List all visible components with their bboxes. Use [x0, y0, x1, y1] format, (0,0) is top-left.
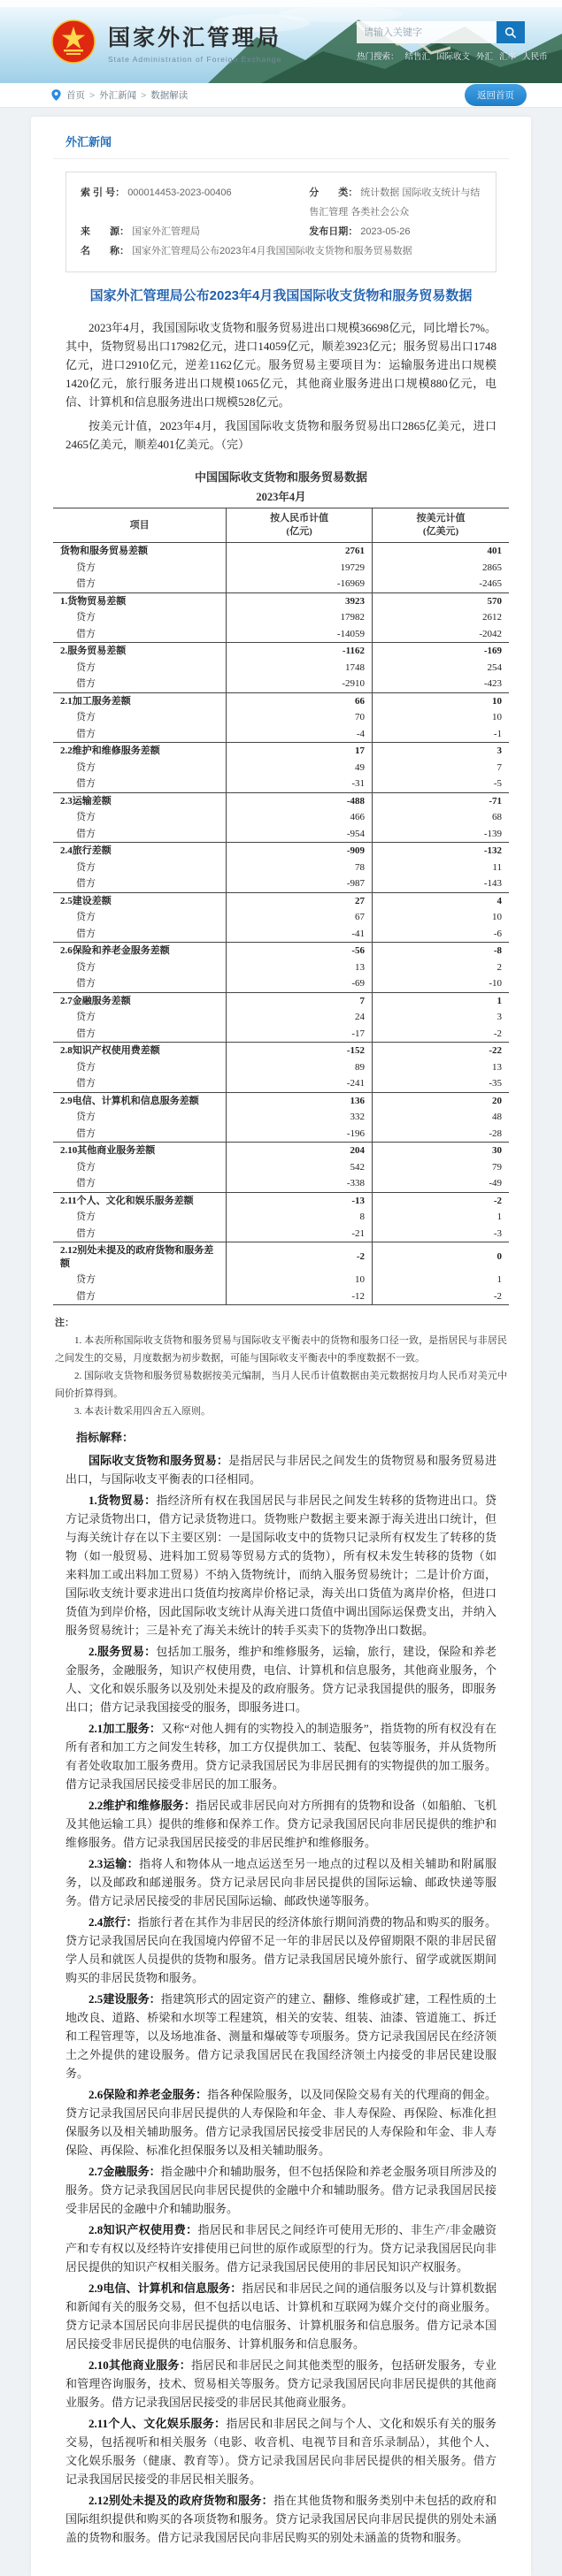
definition-term: 2.3运输：	[89, 1857, 140, 1870]
usd-value-cell: -6	[493, 928, 502, 939]
item-cell: 贷方	[53, 860, 227, 876]
usd-value-cell: 570	[372, 592, 509, 609]
rmb-value-cell: 136	[227, 1092, 373, 1109]
table-row-main	[53, 743, 509, 760]
rmb-value-cell: 24	[227, 1009, 373, 1026]
table-row-sub	[53, 760, 509, 776]
national-emblem-logo	[51, 19, 96, 64]
rmb-value-cell: -954	[227, 826, 373, 843]
article-body	[53, 318, 509, 2547]
table-row-main	[53, 1092, 509, 1109]
article-card	[31, 117, 531, 2576]
table-row-sub	[53, 626, 509, 643]
rmb-value-cell: 19729	[227, 560, 373, 577]
hot-word-link[interactable]: 国际收支	[436, 52, 471, 62]
table-row-main	[53, 1242, 509, 1273]
item-cell: 贷方	[53, 660, 227, 676]
table-row-sub	[53, 875, 509, 892]
definition-item	[65, 2414, 497, 2488]
usd-value-cell: 1	[372, 992, 509, 1009]
breadcrumb-separator: >	[141, 89, 147, 101]
usd-value-cell: 13	[492, 1061, 502, 1073]
column-header-usd: 按美元计值 (亿美元)	[372, 508, 509, 543]
rmb-value-cell: -196	[227, 1126, 373, 1143]
definition-term: 2.8知识产权使用费：	[89, 2223, 198, 2236]
hot-search-label: 热门搜索：	[357, 52, 399, 62]
rmb-value-cell: 17982	[227, 609, 373, 626]
rmb-value-cell: 10	[227, 1272, 373, 1288]
meta-source: 来 源： 国家外汇管理局	[81, 226, 201, 237]
rmb-value-cell: -1162	[227, 643, 373, 660]
breadcrumb-separator: >	[89, 89, 96, 101]
rmb-value-cell: -14059	[227, 626, 373, 643]
table-row-sub	[53, 1109, 509, 1126]
site-title: 国家外汇管理局	[108, 25, 282, 50]
table-row-sub	[53, 975, 509, 992]
table-row-main	[53, 592, 509, 609]
definition-term: 国际收支货物和服务贸易：	[89, 1454, 229, 1467]
item-cell: 借方	[53, 1288, 227, 1305]
meta-document-name: 名 称： 国家外汇管理局公布2023年4月我国国际收支货物和服务贸易数据	[81, 246, 412, 256]
table-row-sub	[53, 926, 509, 943]
hot-search-words	[357, 50, 548, 62]
definition-term: 2.服务贸易：	[89, 1645, 157, 1658]
rmb-value-cell: 332	[227, 1109, 373, 1126]
definition-item	[65, 2279, 497, 2353]
table-row-sub	[53, 1288, 509, 1305]
table-row-sub	[53, 660, 509, 676]
definition-term: 2.12别处未提及的政府货物和服务：	[89, 2494, 273, 2507]
rmb-value-cell: -21	[227, 1226, 373, 1242]
usd-value-cell: -5	[493, 778, 502, 789]
table-row-sub	[53, 609, 509, 626]
item-cell: 借方	[53, 776, 227, 792]
bop-data-table	[53, 508, 509, 1305]
table-row-sub	[53, 560, 509, 577]
item-cell: 借方	[53, 626, 227, 643]
definition-term: 2.2维护和维修服务：	[89, 1799, 196, 1812]
brand-text	[108, 20, 281, 64]
definition-text: 指将人和物体从一地点运送至另一地点的过程以及相关辅助和附属服务，以及邮政和邮递服务。贷方记录居民向非居民提供的国际运输、邮政快递等服务。借方记录居民接受的非居民国际运输、邮政快递等服务。	[65, 1857, 497, 1907]
item-cell: 贷方	[53, 760, 227, 776]
usd-value-cell: 10	[372, 692, 509, 709]
back-to-home-button[interactable]: 返回首页	[465, 84, 527, 106]
usd-value-cell: -10	[489, 978, 502, 989]
breadcrumb-bar	[0, 83, 562, 108]
table-note: 1. 本表所称国际收支货物和服务贸易与国际收支平衡表中的货物和服务口径一致，是指居民与非居民之间发生的交易，月度数据为初步数据，可能与国际收支平衡表中的季度数据不一致。	[55, 1335, 507, 1364]
usd-value-cell: -2042	[479, 628, 502, 639]
table-row-main	[53, 1043, 509, 1059]
item-cell: 贷方	[53, 609, 227, 626]
indicator-definitions	[53, 1427, 509, 2547]
usd-value-cell: -423	[483, 678, 502, 689]
rmb-value-cell: -987	[227, 875, 373, 892]
usd-value-cell: 1	[497, 1212, 502, 1222]
usd-value-cell: 1	[497, 1274, 502, 1285]
table-row-sub	[53, 1209, 509, 1226]
usd-value-cell: -1	[493, 728, 502, 739]
definition-term: 2.9电信、计算机和信息服务：	[89, 2282, 243, 2295]
rmb-value-cell: 7	[227, 992, 373, 1009]
document-meta-box	[65, 172, 497, 272]
hot-word-link[interactable]: 汇率	[499, 52, 517, 62]
rmb-value-cell: 49	[227, 760, 373, 776]
definition-item	[65, 2491, 497, 2547]
item-cell: 贷方	[53, 1159, 227, 1176]
usd-value-cell: -35	[489, 1078, 502, 1089]
definition-term: 2.5建设服务：	[89, 1992, 161, 2006]
usd-value-cell: -139	[483, 828, 502, 839]
meta-category: 分 类： 统计数据 国际收支统计与结售汇管理 各类社会公众	[309, 187, 481, 218]
item-cell: 1.货物贸易差额	[53, 592, 227, 609]
definition-term: 2.4旅行：	[89, 1915, 138, 1929]
rmb-value-cell: -41	[227, 926, 373, 943]
item-cell: 借方	[53, 726, 227, 743]
definition-text: 指旅行者在其作为非居民的经济体旅行期间消费的物品和购买的服务。贷方记录我国居民向在我国境内停留不足一年的非居民以及停留期限不限的非居民留学人员和就医人员提供的货物和服务。借方记录我国居民境外旅行、留学或就医期间购买的非居民货物和服务。	[65, 1915, 497, 1984]
rmb-value-cell: -12	[227, 1288, 373, 1305]
column-header-item: 项目	[53, 508, 227, 543]
usd-value-cell: -132	[372, 843, 509, 860]
definition-text: 指居民和非居民之间经许可使用无形的、非生产/非金融资产和专有权以及经特许安排使用已问世的原作或原型的行为。贷方记录我国居民向非居民提供的知识产权相关服务。借方记录我国居民使用的非居民知识产权服务。	[65, 2223, 497, 2274]
item-cell: 2.2维护和维修服务差额	[53, 743, 227, 760]
item-cell: 贷方	[53, 709, 227, 726]
rmb-value-cell: 13	[227, 959, 373, 976]
usd-value-cell: -169	[372, 643, 509, 660]
item-cell: 2.4旅行差额	[53, 843, 227, 860]
bop-table-body	[53, 543, 509, 1305]
usd-value-cell: 7	[497, 761, 502, 773]
rmb-value-cell: -2910	[227, 676, 373, 692]
item-cell: 贷方	[53, 1109, 227, 1126]
usd-value-cell: 20	[372, 1092, 509, 1109]
table-row-sub	[53, 826, 509, 843]
usd-value-cell: -143	[483, 878, 502, 889]
table-row-sub	[53, 776, 509, 792]
table-subtitle: 2023年4月	[256, 491, 306, 503]
usd-value-cell: 10	[492, 912, 502, 922]
definition-item	[65, 1719, 497, 1793]
hot-word-link[interactable]: 外汇	[476, 52, 494, 62]
definitions-list	[53, 1451, 509, 2547]
usd-value-cell: -71	[372, 792, 509, 809]
item-cell: 2.8知识产权使用费差额	[53, 1043, 227, 1059]
notes-label: 注：	[55, 1318, 74, 1328]
item-cell: 贷方	[53, 1272, 227, 1288]
usd-value-cell: -3	[493, 1227, 502, 1239]
breadcrumb-items	[66, 88, 188, 102]
rmb-value-cell: -13	[227, 1192, 373, 1209]
rmb-value-cell: -241	[227, 1075, 373, 1092]
usd-value-cell: 3	[497, 1012, 502, 1022]
rmb-value-cell: -69	[227, 975, 373, 992]
rmb-value-cell: 66	[227, 692, 373, 709]
item-cell: 借方	[53, 826, 227, 843]
definition-term: 2.6保险和养老金服务：	[89, 2088, 208, 2101]
rmb-value-cell: 78	[227, 860, 373, 876]
article-title: 国家外汇管理局公布2023年4月我国国际收支货物和服务贸易数据	[89, 288, 473, 303]
section-label: 外汇新闻	[53, 131, 509, 159]
definition-text: 指金融中介和辅助服务，但不包括保险和养老金服务项目所涉及的服务。贷方记录我国居民向非居民提供的金融中介和辅助服务。借方记录我国居民接受非居民的金融中介和辅助服务。	[65, 2165, 497, 2215]
rmb-value-cell: -152	[227, 1043, 373, 1059]
definition-text: 指居民或非居民向对方所拥有的货物和设备（如船舶、飞机及其他运输工具）提供的维修和保养工作。贷方记录我国居民向非居民提供的维护和维修服务。借方记录我国居民接受的非居民维护和维修服务。	[65, 1799, 497, 1849]
table-row-main	[53, 943, 509, 959]
definition-text: 指居民和非居民之间与个人、文化和娱乐有关的服务交易，包括视听和相关服务（电影、收音机、电视节目和音乐录制品），其他个人、文化娱乐服务（健康、教育等）。贷方记录我国居民向非居民提供的相关服务。借方记录我国居民接受的非居民相关服务。	[65, 2417, 497, 2486]
item-cell: 借方	[53, 676, 227, 692]
item-cell: 借方	[53, 975, 227, 992]
item-cell: 借方	[53, 1126, 227, 1143]
rmb-value-cell: -2	[227, 1242, 373, 1273]
table-row-main	[53, 1143, 509, 1159]
rmb-value-cell: -56	[227, 943, 373, 959]
item-cell: 借方	[53, 926, 227, 943]
location-pin-icon	[51, 89, 61, 101]
rmb-value-cell: 204	[227, 1143, 373, 1159]
rmb-value-cell: 67	[227, 909, 373, 926]
rmb-value-cell: -909	[227, 843, 373, 860]
usd-value-cell: 30	[372, 1143, 509, 1159]
item-cell: 2.1加工服务差额	[53, 692, 227, 709]
meta-index-number: 索 引 号： 000014453-2023-00406	[81, 187, 232, 198]
item-cell: 贷方	[53, 909, 227, 926]
table-row-sub	[53, 726, 509, 743]
site-banner	[0, 7, 562, 83]
definition-text: 指建筑形式的固定资产的建立、翻修、维修或扩建，工程性质的土地改良、道路、桥梁和水坝等工程建筑，相关的安装、组装、油漆、管道施工、拆迁和工程管理等，以及场地准备、测量和爆破等专项服务。贷方记录我国居民在经济领土之外提供的建设服务。借方记录我国居民在我国经济领土内接受的非居民建设服务。	[65, 1992, 497, 2080]
usd-value-cell: 10	[492, 712, 502, 722]
rmb-value-cell: 17	[227, 743, 373, 760]
rmb-value-cell: 542	[227, 1159, 373, 1176]
item-cell: 贷方	[53, 1059, 227, 1076]
table-row-sub	[53, 1159, 509, 1176]
item-cell: 2.11个人、文化和娱乐服务差额	[53, 1192, 227, 1209]
rmb-value-cell: -16969	[227, 576, 373, 592]
usd-value-cell: 3	[372, 743, 509, 760]
item-cell: 2.6保险和养老金服务差额	[53, 943, 227, 959]
definition-term: 2.11个人、文化娱乐服务：	[89, 2417, 227, 2430]
meta-publish-date: 发布日期： 2023-05-26	[309, 226, 411, 237]
breadcrumb-item[interactable]: 外汇新闻	[99, 90, 137, 101]
table-row-sub	[53, 1026, 509, 1043]
definition-item	[65, 1913, 497, 1987]
item-cell: 借方	[53, 1226, 227, 1242]
table-note: 2. 国际收支货物和服务贸易数据按美元编制，当月人民币计值数据由美元数据按月均人民币对美元中间价折算得到。	[55, 1371, 507, 1399]
item-cell: 2.12别处未提及的政府货物和服务差额	[53, 1242, 227, 1273]
usd-value-cell: 11	[492, 861, 502, 873]
column-header-rmb: 按人民币计值 (亿元)	[227, 508, 373, 543]
table-row-sub	[53, 1175, 509, 1192]
search-input[interactable]	[357, 21, 497, 43]
table-row-main	[53, 643, 509, 660]
table-row-sub	[53, 809, 509, 826]
table-row-sub	[53, 576, 509, 592]
item-cell: 贷方	[53, 1209, 227, 1226]
item-cell: 货物和服务贸易差额	[53, 543, 227, 560]
table-row-main	[53, 992, 509, 1009]
search-button[interactable]	[497, 21, 525, 43]
table-row-sub	[53, 959, 509, 976]
usd-value-cell: -2	[493, 1028, 502, 1039]
table-title: 中国国际收支货物和服务贸易数据	[194, 470, 367, 484]
definition-term: 2.1加工服务：	[89, 1722, 161, 1735]
definition-item	[65, 2221, 497, 2276]
table-row-sub	[53, 1126, 509, 1143]
article-paragraph: 2023年4月，我国国际收支货物和服务贸易进出口规模36698亿元，同比增长7%。其中，货物贸易出口17982亿元，进口14059亿元，顺差3923亿元；服务贸易出口1748亿元，进口2910亿元，逆差1162亿元。服务贸易主要项目为：运输服务进出口规模1420亿元，旅行服务进出口规模1065亿元，其他商业服务进出口规模880亿元，电信、计算机和信息服务进出口规模528亿元。	[65, 321, 497, 409]
table-row-sub	[53, 1009, 509, 1026]
usd-value-cell: 4	[372, 892, 509, 909]
hot-words-list	[405, 52, 554, 62]
definition-term: 2.10其他商业服务：	[89, 2358, 191, 2372]
table-row-sub	[53, 909, 509, 926]
rmb-value-cell: 466	[227, 809, 373, 826]
search-icon	[504, 27, 517, 39]
definition-item	[65, 1451, 497, 1488]
table-row-main	[53, 843, 509, 860]
rmb-value-cell: 89	[227, 1059, 373, 1076]
rmb-value-cell: 2761	[227, 543, 373, 560]
rmb-value-cell: -17	[227, 1026, 373, 1043]
top-strip	[0, 0, 562, 7]
table-row-sub	[53, 1059, 509, 1076]
rmb-value-cell: 1748	[227, 660, 373, 676]
definition-text: 包括加工服务，维护和维修服务，运输，旅行，建设，保险和养老金服务，金融服务，知识产权使用费，电信、计算机和信息服务，其他商业服务，个人、文化和娱乐服务以及别处未提及的政府服务。贷方记录我国提供的服务，即服务出口；借方记录我国接受的服务，即服务进口。	[65, 1645, 497, 1714]
usd-value-cell: 48	[492, 1112, 502, 1122]
article-paragraph: 按美元计值，2023年4月，我国国际收支货物和服务贸易出口2865亿美元，进口2465亿美元，顺差401亿美元。（完）	[65, 419, 497, 451]
breadcrumb-item[interactable]: 首页	[66, 90, 85, 101]
item-cell: 2.9电信、计算机和信息服务差额	[53, 1092, 227, 1109]
table-row-sub	[53, 676, 509, 692]
usd-value-cell: 254	[487, 661, 502, 673]
definition-text: 又称“对他人拥有的实物投入的制造服务”，指货物的所有权没有在所有者和加工方之间发生转移，加工方仅提供加工、装配、包装等服务，并从货物所有者处收取加工服务费用。贷方记录我国居民为非居民拥有的实物提供的加工服务。借方记录我国居民接受非居民的加工服务。	[65, 1722, 497, 1791]
usd-value-cell: -2465	[479, 578, 502, 589]
usd-value-cell: 68	[492, 812, 502, 822]
usd-value-cell: -49	[489, 1178, 502, 1189]
usd-value-cell: -8	[372, 943, 509, 959]
usd-value-cell: 79	[492, 1161, 502, 1173]
definition-text: 指各种保险服务，以及同保险交易有关的代理商的佣金。贷方记录我国居民向非居民提供的人寿保险和年金、非人寿保险、再保险、标准化担保服务以及相关辅助服务。借方记录我国居民接受非居民的人寿保险和年金、非人寿保险、再保险、标准化担保服务以及相关辅助服务。	[65, 2088, 497, 2157]
definition-text: 指在其他货物和服务类别中未包括的政府和国际组织提供和购买的各项货物和服务。贷方记录我国居民向非居民提供的别处未涵盖的货物和服务。借方记录我国居民向非居民购买的别处未涵盖的货物和服务。	[65, 2494, 497, 2544]
item-cell: 借方	[53, 1175, 227, 1192]
hot-word-link[interactable]: 结售汇	[404, 52, 431, 62]
brand	[51, 19, 281, 64]
definition-item	[65, 1796, 497, 1852]
usd-value-cell: -28	[489, 1127, 502, 1139]
definition-item	[65, 2085, 497, 2159]
table-row-main	[53, 543, 509, 560]
rmb-value-cell: -338	[227, 1175, 373, 1192]
search-area	[357, 21, 548, 62]
item-cell: 贷方	[53, 1009, 227, 1026]
table-row-sub	[53, 1272, 509, 1288]
hot-word-link[interactable]: 人民币	[522, 52, 548, 62]
breadcrumb	[66, 88, 188, 102]
site-subtitle: State Administration of Foreign Exchange	[108, 54, 282, 64]
definition-text: 指居民和非居民之间其他类型的服务，包括研发服务，专业和管理咨询服务，技术、贸易相关等服务。贷方记录我国居民向非居民提供的其他商业服务。借方记录我国居民接受的非居民其他商业服务。	[65, 2358, 497, 2409]
rmb-value-cell: 27	[227, 892, 373, 909]
table-row-sub	[53, 709, 509, 726]
rmb-value-cell: 70	[227, 709, 373, 726]
definition-item	[65, 1642, 497, 1716]
item-cell: 贷方	[53, 959, 227, 976]
item-cell: 借方	[53, 875, 227, 892]
definition-text: 是指居民与非居民之间发生的货物贸易和服务贸易进出口，与国际收支平衡表的口径相同。	[65, 1454, 497, 1486]
rmb-value-cell: -31	[227, 776, 373, 792]
content-background	[0, 108, 562, 2576]
usd-value-cell: -2	[493, 1290, 502, 1302]
table-notes	[55, 1314, 507, 1420]
item-cell: 2.5建设差额	[53, 892, 227, 909]
item-cell: 贷方	[53, 809, 227, 826]
item-cell: 借方	[53, 1026, 227, 1043]
breadcrumb-item[interactable]: 数据解读	[150, 90, 189, 101]
rmb-value-cell: -4	[227, 726, 373, 743]
item-cell: 借方	[53, 576, 227, 592]
table-row-main	[53, 892, 509, 909]
table-row-main	[53, 692, 509, 709]
usd-value-cell: 2	[497, 961, 502, 973]
table-header-row	[53, 508, 509, 543]
rmb-value-cell: 8	[227, 1209, 373, 1226]
definition-term: 2.7金融服务：	[89, 2165, 161, 2178]
usd-value-cell: -22	[372, 1043, 509, 1059]
item-cell: 贷方	[53, 560, 227, 577]
definitions-heading: 指标解释：	[76, 1431, 135, 1444]
usd-value-cell: 2865	[482, 562, 502, 573]
table-note: 3. 本表计数采用四舍五入原则。	[74, 1406, 211, 1417]
usd-value-cell: 0	[372, 1242, 509, 1273]
table-row-sub	[53, 1075, 509, 1092]
table-row-main	[53, 792, 509, 809]
table-row-main	[53, 1192, 509, 1209]
rmb-value-cell: -488	[227, 792, 373, 809]
definition-item	[65, 2356, 497, 2412]
item-cell: 2.10其他商业服务差额	[53, 1143, 227, 1159]
definition-item	[65, 1990, 497, 2083]
definition-item	[65, 1491, 497, 1640]
rmb-value-cell: 3923	[227, 592, 373, 609]
item-cell: 借方	[53, 1075, 227, 1092]
definition-text: 指经济所有权在我国居民与非居民之间发生转移的货物进出口。贷方记录货物出口，借方记录货物进口。货物账户数据主要来源于海关进出口统计，但与海关统计存在以下主要区别：一是国际收支中的货物只记录所有权发生了转移的货物（如一般贸易、进料加工贸易等贸易方式的货物），所有权未发生转移的货物（如来料加工或出料加工贸易）不纳入货物统计，而纳入服务贸易统计；二是计价方面，国际收支统计要求进出口货值均按离岸价格记录，海关出口货值为离岸价格，但进口货值为到岸价格，因此国际收支统计从海关进口货值中调出国际运保费支出，并纳入服务贸易统计；三是补充了海关未统计的转手买卖下的货物净出口数据。	[65, 1494, 497, 1637]
item-cell: 2.7金融服务差额	[53, 992, 227, 1009]
item-cell: 2.服务贸易差额	[53, 643, 227, 660]
usd-value-cell: 2612	[482, 612, 502, 623]
definition-text: 指居民和非居民之间的通信服务以及与计算机数据和新闻有关的服务交易，但不包括以电话、计算机和互联网为媒介交付的商业服务。贷方记录本国居民向非居民提供的电信服务、计算机服务和信息服务。借方记录本国居民接受非居民提供的电信服务、计算机服务和信息服务。	[65, 2282, 497, 2351]
notes-list	[55, 1332, 507, 1420]
table-row-sub	[53, 1226, 509, 1242]
table-row-sub	[53, 860, 509, 876]
definition-item	[65, 1854, 497, 1910]
usd-value-cell: 401	[372, 543, 509, 560]
usd-value-cell: -2	[372, 1192, 509, 1209]
definition-term: 1.货物贸易：	[89, 1494, 157, 1507]
item-cell: 2.3运输差额	[53, 792, 227, 809]
definition-item	[65, 2162, 497, 2218]
